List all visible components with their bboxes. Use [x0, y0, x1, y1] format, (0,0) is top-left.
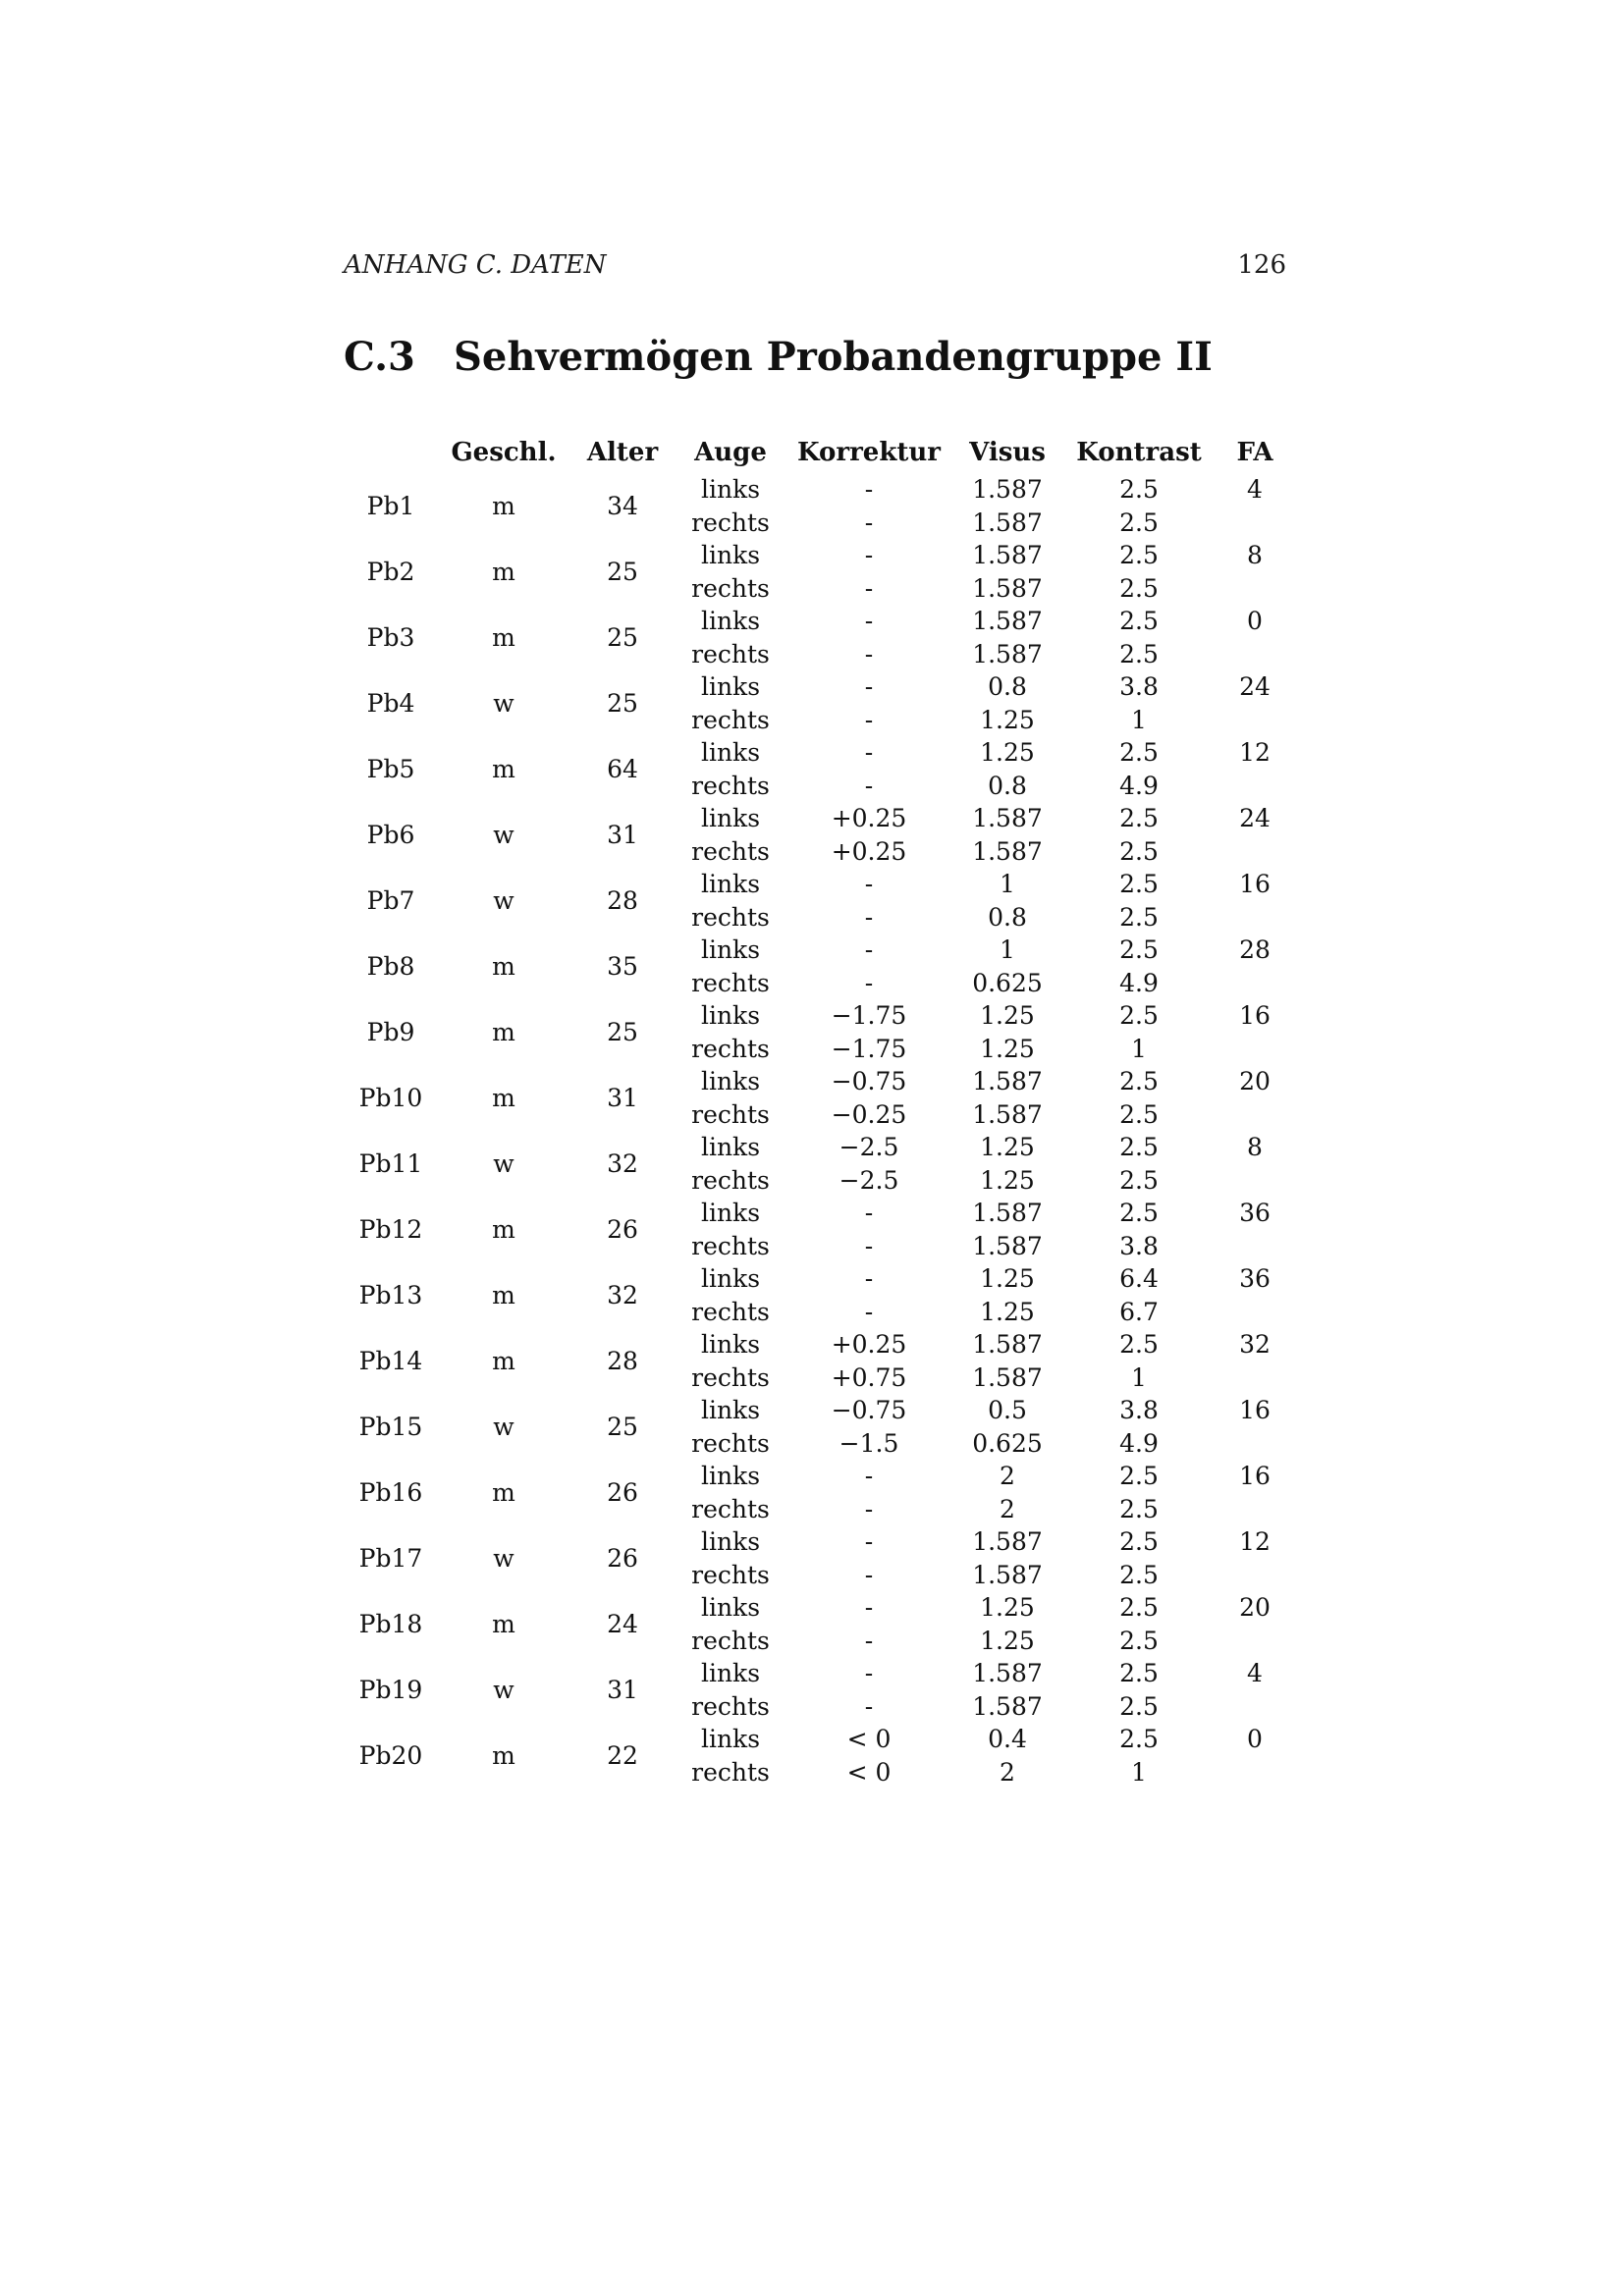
column-header: Korrektur — [797, 438, 941, 467]
visus-cell: 0.625 — [972, 968, 1043, 997]
table-row — [344, 1065, 1294, 1098]
sex-cell: m — [492, 557, 515, 586]
visus-cell: 1.25 — [980, 1034, 1035, 1063]
korrektur-cell: - — [864, 1560, 874, 1589]
age-cell: 25 — [607, 688, 638, 718]
table-row — [344, 1723, 1294, 1756]
sex-cell: w — [493, 1543, 514, 1573]
kontrast-cell: 4.9 — [1119, 1428, 1159, 1458]
kontrast-cell: 2.5 — [1119, 573, 1159, 603]
fa-cell: 4 — [1247, 1659, 1263, 1687]
eye-cell: links — [700, 1133, 761, 1161]
korrektur-cell: < 0 — [846, 1725, 892, 1753]
kontrast-cell: 3.8 — [1119, 672, 1159, 701]
table-row — [344, 1394, 1294, 1427]
table-body — [344, 473, 1294, 1789]
eye-cell: links — [700, 672, 761, 701]
korrektur-cell: −0.75 — [831, 1396, 907, 1424]
sex-cell: m — [492, 1477, 515, 1507]
eye-cell: links — [700, 870, 761, 898]
korrektur-cell: - — [864, 607, 874, 635]
table-row — [344, 473, 1294, 507]
korrektur-cell: - — [864, 705, 874, 734]
column-header: Visus — [969, 438, 1046, 467]
sex-cell: m — [492, 1017, 515, 1046]
participant-id: Pb6 — [366, 820, 415, 849]
participant-id: Pb14 — [358, 1346, 423, 1375]
participant-id: Pb10 — [358, 1083, 423, 1112]
visus-cell: 1.25 — [980, 1165, 1035, 1195]
fa-cell: 32 — [1239, 1330, 1271, 1359]
sex-cell: m — [492, 491, 515, 520]
korrektur-cell: - — [864, 573, 874, 603]
visus-cell: 1 — [1000, 935, 1015, 964]
sex-cell: w — [493, 1412, 514, 1441]
age-cell: 31 — [607, 1083, 638, 1112]
eye-cell: rechts — [691, 1165, 770, 1195]
eye-cell: links — [700, 1527, 761, 1556]
fa-cell: 16 — [1239, 1462, 1271, 1490]
participant-id: Pb3 — [366, 622, 415, 652]
age-cell: 26 — [607, 1543, 638, 1573]
korrektur-cell: −0.25 — [831, 1099, 907, 1129]
sex-cell: w — [493, 820, 514, 849]
age-cell: 26 — [607, 1214, 638, 1244]
visus-cell: 1.587 — [972, 607, 1043, 635]
visus-cell: 1.587 — [972, 1659, 1043, 1687]
visus-cell: 1 — [1000, 870, 1015, 898]
age-cell: 25 — [607, 1017, 638, 1046]
table-row — [344, 605, 1294, 638]
sex-cell: w — [493, 885, 514, 915]
eye-cell: links — [700, 1593, 761, 1622]
participant-id: Pb9 — [366, 1017, 415, 1046]
eye-cell: links — [700, 804, 761, 832]
participant-id: Pb2 — [366, 557, 415, 586]
visus-cell: 1.587 — [972, 1691, 1043, 1721]
table-header-row — [344, 432, 1294, 473]
visus-cell: 2 — [1000, 1494, 1015, 1523]
visus-cell: 1.587 — [972, 541, 1043, 569]
korrektur-cell: - — [864, 1462, 874, 1490]
table-row — [344, 1460, 1294, 1493]
visus-cell: 1.587 — [972, 804, 1043, 832]
korrektur-cell: - — [864, 968, 874, 997]
eye-cell: rechts — [691, 1231, 770, 1260]
eye-cell: rechts — [691, 705, 770, 734]
participant-id: Pb7 — [366, 885, 415, 915]
fa-cell: 28 — [1239, 935, 1271, 964]
korrektur-cell: - — [864, 639, 874, 668]
fa-cell: 0 — [1247, 1725, 1263, 1753]
eye-cell: rechts — [691, 902, 770, 932]
eye-cell: links — [700, 607, 761, 635]
participant-id: Pb20 — [358, 1740, 423, 1770]
sex-cell: w — [493, 688, 514, 718]
kontrast-cell: 1 — [1131, 1362, 1147, 1392]
age-cell: 28 — [607, 885, 638, 915]
participant-id: Pb15 — [358, 1412, 423, 1441]
eye-cell: rechts — [691, 1494, 770, 1523]
korrektur-cell: −1.75 — [831, 1034, 907, 1063]
participant-id: Pb1 — [366, 491, 415, 520]
korrektur-cell: +0.75 — [831, 1362, 907, 1392]
kontrast-cell: 2.5 — [1119, 1560, 1159, 1589]
kontrast-cell: 2.5 — [1119, 1099, 1159, 1129]
kontrast-cell: 2.5 — [1119, 1626, 1159, 1655]
visus-cell: 0.8 — [988, 672, 1027, 701]
page-number: 126 — [1237, 250, 1286, 280]
korrektur-cell: - — [864, 1659, 874, 1687]
korrektur-cell: < 0 — [846, 1757, 892, 1787]
visus-cell: 1.587 — [972, 836, 1043, 866]
table-row — [344, 1525, 1294, 1559]
kontrast-cell: 2.5 — [1119, 1330, 1159, 1359]
vision-data-table — [344, 432, 1294, 1789]
eye-cell: rechts — [691, 1034, 770, 1063]
visus-cell: 1.587 — [972, 1330, 1043, 1359]
section-heading — [344, 334, 1213, 380]
table-row — [344, 736, 1294, 770]
korrektur-cell: +0.25 — [831, 804, 907, 832]
eye-cell: links — [700, 1264, 761, 1293]
visus-cell: 0.625 — [972, 1428, 1043, 1458]
table-row — [344, 1131, 1294, 1164]
age-cell: 24 — [607, 1609, 638, 1638]
kontrast-cell: 1 — [1131, 1034, 1147, 1063]
korrektur-cell: −1.75 — [831, 1001, 907, 1030]
age-cell: 32 — [607, 1280, 638, 1309]
column-header: Auge — [694, 438, 767, 467]
eye-cell: rechts — [691, 1560, 770, 1589]
column-header: Alter — [586, 438, 659, 467]
sex-cell: m — [492, 622, 515, 652]
table-row — [344, 999, 1294, 1033]
column-header: Geschl. — [451, 438, 557, 467]
fa-cell: 0 — [1247, 607, 1263, 635]
eye-cell: links — [700, 1396, 761, 1424]
visus-cell: 1.25 — [980, 1626, 1035, 1655]
eye-cell: links — [700, 738, 761, 767]
sex-cell: m — [492, 951, 515, 981]
korrektur-cell: - — [864, 1626, 874, 1655]
kontrast-cell: 2.5 — [1119, 475, 1159, 504]
korrektur-cell: - — [864, 475, 874, 504]
table-row — [344, 1197, 1294, 1230]
visus-cell: 1.587 — [972, 1560, 1043, 1589]
eye-cell: rechts — [691, 1757, 770, 1787]
fa-cell: 16 — [1239, 1001, 1271, 1030]
kontrast-cell: 2.5 — [1119, 541, 1159, 569]
table-row — [344, 670, 1294, 704]
korrektur-cell: - — [864, 1199, 874, 1227]
fa-cell: 36 — [1239, 1264, 1271, 1293]
kontrast-cell: 2.5 — [1119, 804, 1159, 832]
sex-cell: m — [492, 1609, 515, 1638]
visus-cell: 1.587 — [972, 1067, 1043, 1095]
kontrast-cell: 1 — [1131, 705, 1147, 734]
eye-cell: rechts — [691, 573, 770, 603]
visus-cell: 1.25 — [980, 1001, 1035, 1030]
visus-cell: 1.25 — [980, 1297, 1035, 1326]
table-row — [344, 1328, 1294, 1362]
eye-cell: rechts — [691, 1362, 770, 1392]
age-cell: 25 — [607, 1412, 638, 1441]
visus-cell: 1.25 — [980, 738, 1035, 767]
kontrast-cell: 2.5 — [1119, 902, 1159, 932]
kontrast-cell: 4.9 — [1119, 771, 1159, 800]
visus-cell: 1.587 — [972, 1362, 1043, 1392]
eye-cell: links — [700, 475, 761, 504]
visus-cell: 0.8 — [988, 771, 1027, 800]
column-header: Kontrast — [1076, 438, 1202, 467]
eye-cell: rechts — [691, 1626, 770, 1655]
age-cell: 28 — [607, 1346, 638, 1375]
eye-cell: rechts — [691, 836, 770, 866]
fa-cell: 12 — [1239, 1527, 1271, 1556]
kontrast-cell: 2.5 — [1119, 1527, 1159, 1556]
korrektur-cell: −1.5 — [839, 1428, 899, 1458]
fa-cell: 8 — [1247, 1133, 1263, 1161]
visus-cell: 0.4 — [988, 1725, 1027, 1753]
kontrast-cell: 2.5 — [1119, 607, 1159, 635]
korrektur-cell: +0.25 — [831, 1330, 907, 1359]
participant-id: Pb18 — [358, 1609, 423, 1638]
age-cell: 26 — [607, 1477, 638, 1507]
kontrast-cell: 2.5 — [1119, 1659, 1159, 1687]
age-cell: 32 — [607, 1148, 638, 1178]
visus-cell: 1.25 — [980, 705, 1035, 734]
table-row — [344, 934, 1294, 967]
fa-cell: 24 — [1239, 672, 1271, 701]
kontrast-cell: 2.5 — [1119, 639, 1159, 668]
fa-cell: 4 — [1247, 475, 1263, 504]
eye-cell: links — [700, 1659, 761, 1687]
section-title: Sehvermögen Probandengruppe II — [454, 334, 1213, 380]
table-row — [344, 1591, 1294, 1625]
kontrast-cell: 2.5 — [1119, 1133, 1159, 1161]
kontrast-cell: 2.5 — [1119, 1001, 1159, 1030]
sex-cell: w — [493, 1148, 514, 1178]
korrektur-cell: +0.25 — [831, 836, 907, 866]
eye-cell: links — [700, 541, 761, 569]
visus-cell: 1.25 — [980, 1264, 1035, 1293]
eye-cell: rechts — [691, 639, 770, 668]
korrektur-cell: - — [864, 672, 874, 701]
eye-cell: rechts — [691, 507, 770, 537]
column-header — [344, 432, 438, 473]
visus-cell: 1.587 — [972, 1231, 1043, 1260]
eye-cell: rechts — [691, 771, 770, 800]
visus-cell: 2 — [1000, 1462, 1015, 1490]
participant-id: Pb19 — [358, 1675, 423, 1704]
sex-cell: m — [492, 1280, 515, 1309]
fa-cell: 20 — [1239, 1067, 1271, 1095]
fa-cell: 20 — [1239, 1593, 1271, 1622]
korrektur-cell: - — [864, 771, 874, 800]
kontrast-cell: 2.5 — [1119, 1725, 1159, 1753]
kontrast-cell: 4.9 — [1119, 968, 1159, 997]
korrektur-cell: - — [864, 935, 874, 964]
korrektur-cell: - — [864, 1231, 874, 1260]
kontrast-cell: 6.4 — [1119, 1264, 1159, 1293]
fa-cell: 12 — [1239, 738, 1271, 767]
korrektur-cell: - — [864, 541, 874, 569]
running-title: ANHANG C. DATEN — [344, 250, 607, 280]
visus-cell: 1.587 — [972, 1199, 1043, 1227]
korrektur-cell: - — [864, 1494, 874, 1523]
korrektur-cell: - — [864, 902, 874, 932]
visus-cell: 1.25 — [980, 1593, 1035, 1622]
participant-id: Pb17 — [358, 1543, 423, 1573]
sex-cell: m — [492, 1346, 515, 1375]
table-row — [344, 539, 1294, 572]
table-row — [344, 1262, 1294, 1296]
age-cell: 31 — [607, 820, 638, 849]
kontrast-cell: 3.8 — [1119, 1231, 1159, 1260]
kontrast-cell: 2.5 — [1119, 1691, 1159, 1721]
visus-cell: 1.587 — [972, 1099, 1043, 1129]
kontrast-cell: 2.5 — [1119, 1593, 1159, 1622]
kontrast-cell: 3.8 — [1119, 1396, 1159, 1424]
visus-cell: 1.587 — [972, 573, 1043, 603]
kontrast-cell: 6.7 — [1119, 1297, 1159, 1326]
korrektur-cell: −0.75 — [831, 1067, 907, 1095]
kontrast-cell: 2.5 — [1119, 1494, 1159, 1523]
korrektur-cell: - — [864, 1297, 874, 1326]
korrektur-cell: −2.5 — [839, 1133, 899, 1161]
participant-id: Pb16 — [358, 1477, 423, 1507]
eye-cell: links — [700, 1001, 761, 1030]
age-cell: 25 — [607, 622, 638, 652]
fa-cell: 8 — [1247, 541, 1263, 569]
korrektur-cell: - — [864, 1691, 874, 1721]
visus-cell: 1.587 — [972, 1527, 1043, 1556]
age-cell: 35 — [607, 951, 638, 981]
sex-cell: m — [492, 754, 515, 783]
korrektur-cell: - — [864, 1593, 874, 1622]
running-head — [344, 250, 1286, 280]
participant-id: Pb12 — [358, 1214, 423, 1244]
visus-cell: 1.587 — [972, 507, 1043, 537]
table-row — [344, 802, 1294, 835]
eye-cell: rechts — [691, 968, 770, 997]
kontrast-cell: 2.5 — [1119, 507, 1159, 537]
table-row — [344, 1657, 1294, 1690]
participant-id: Pb13 — [358, 1280, 423, 1309]
fa-cell: 16 — [1239, 1396, 1271, 1424]
sex-cell: m — [492, 1214, 515, 1244]
eye-cell: rechts — [691, 1428, 770, 1458]
fa-cell: 36 — [1239, 1199, 1271, 1227]
kontrast-cell: 2.5 — [1119, 1165, 1159, 1195]
table-row — [344, 868, 1294, 901]
fa-cell: 24 — [1239, 804, 1271, 832]
participant-id: Pb8 — [366, 951, 415, 981]
visus-cell: 1.25 — [980, 1133, 1035, 1161]
korrektur-cell: - — [864, 1264, 874, 1293]
participant-id: Pb4 — [366, 688, 415, 718]
korrektur-cell: - — [864, 738, 874, 767]
eye-cell: links — [700, 1199, 761, 1227]
eye-cell: links — [700, 935, 761, 964]
eye-cell: rechts — [691, 1099, 770, 1129]
age-cell: 25 — [607, 557, 638, 586]
participant-id: Pb5 — [366, 754, 415, 783]
kontrast-cell: 2.5 — [1119, 836, 1159, 866]
eye-cell: rechts — [691, 1297, 770, 1326]
korrektur-cell: - — [864, 507, 874, 537]
sex-cell: m — [492, 1740, 515, 1770]
kontrast-cell: 1 — [1131, 1757, 1147, 1787]
visus-cell: 2 — [1000, 1757, 1015, 1787]
eye-cell: links — [700, 1725, 761, 1753]
kontrast-cell: 2.5 — [1119, 738, 1159, 767]
kontrast-cell: 2.5 — [1119, 1199, 1159, 1227]
korrektur-cell: −2.5 — [839, 1165, 899, 1195]
kontrast-cell: 2.5 — [1119, 935, 1159, 964]
section-number: C.3 — [344, 334, 415, 380]
eye-cell: links — [700, 1462, 761, 1490]
kontrast-cell: 2.5 — [1119, 870, 1159, 898]
eye-cell: rechts — [691, 1691, 770, 1721]
kontrast-cell: 2.5 — [1119, 1462, 1159, 1490]
kontrast-cell: 2.5 — [1119, 1067, 1159, 1095]
column-header: FA — [1236, 438, 1273, 467]
sex-cell: w — [493, 1675, 514, 1704]
age-cell: 64 — [607, 754, 638, 783]
visus-cell: 0.5 — [988, 1396, 1027, 1424]
visus-cell: 0.8 — [988, 902, 1027, 932]
participant-id: Pb11 — [358, 1148, 423, 1178]
age-cell: 34 — [607, 491, 638, 520]
korrektur-cell: - — [864, 870, 874, 898]
fa-cell: 16 — [1239, 870, 1271, 898]
sex-cell: m — [492, 1083, 515, 1112]
eye-cell: links — [700, 1067, 761, 1095]
visus-cell: 1.587 — [972, 639, 1043, 668]
age-cell: 22 — [607, 1740, 638, 1770]
visus-cell: 1.587 — [972, 475, 1043, 504]
eye-cell: links — [700, 1330, 761, 1359]
age-cell: 31 — [607, 1675, 638, 1704]
korrektur-cell: - — [864, 1527, 874, 1556]
